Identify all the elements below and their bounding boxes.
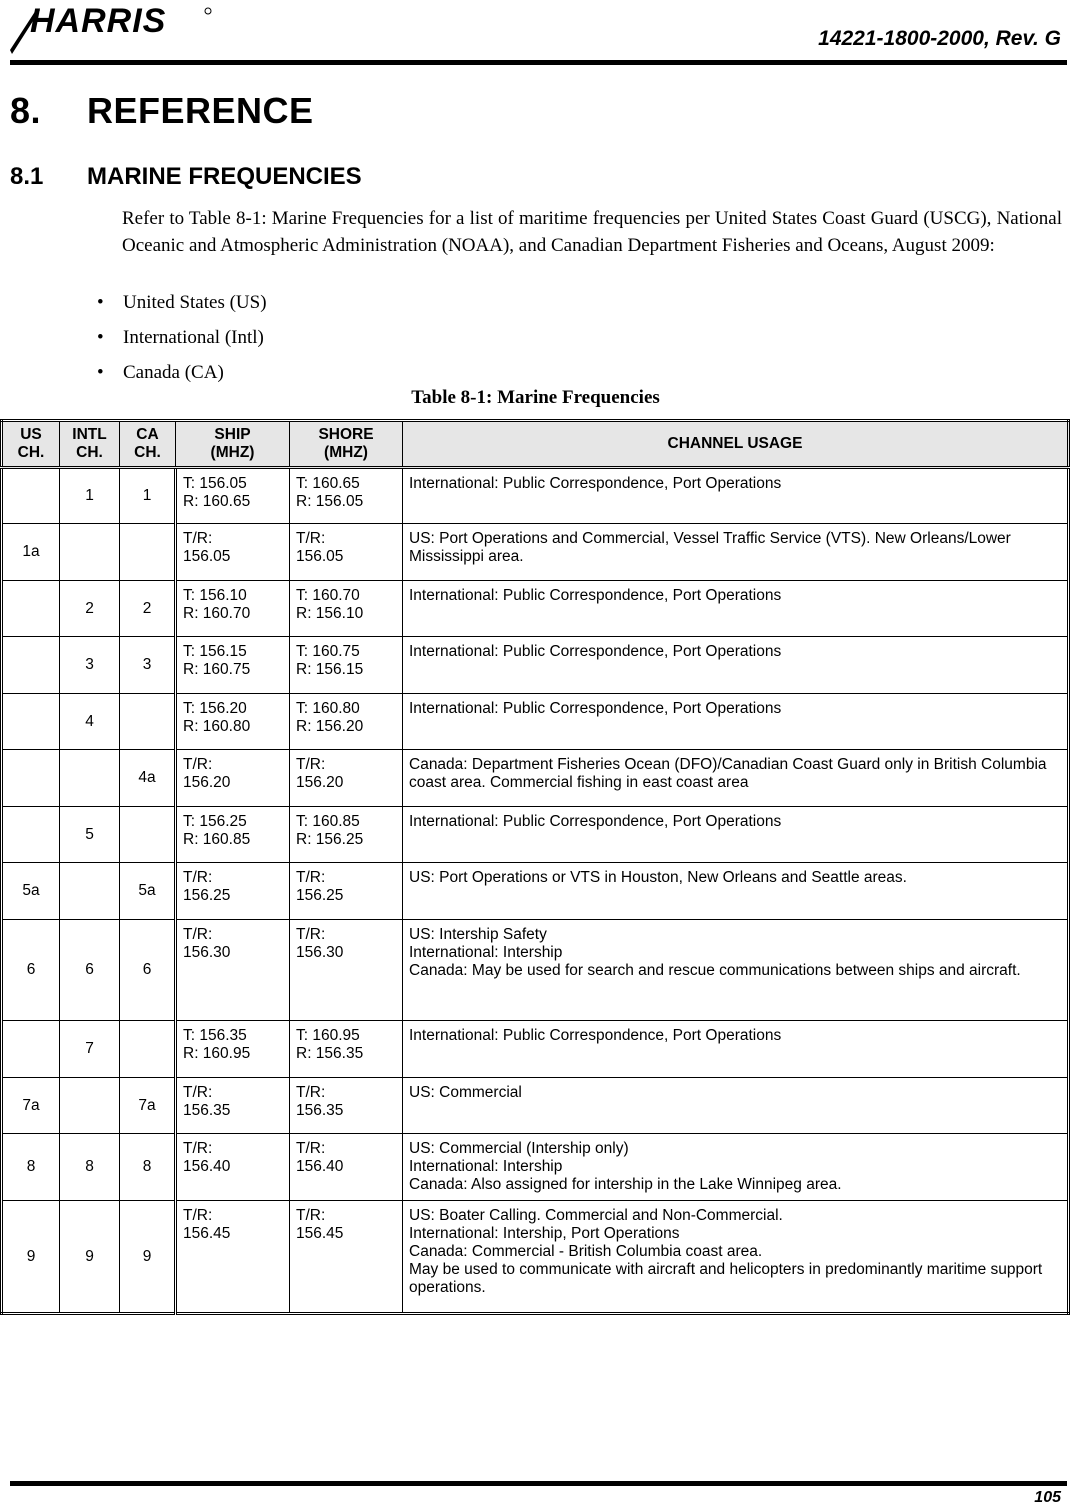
cell-ship-line: 156.05	[183, 548, 231, 565]
cell-ship-line: T/R:	[183, 530, 213, 547]
cell-intl-ch: 9	[60, 1201, 120, 1314]
cell-us-ch	[2, 750, 60, 807]
cell-ship	[176, 1201, 290, 1314]
cell-intl-ch: 3	[60, 637, 120, 694]
cell-ca-ch: 2	[120, 581, 176, 637]
cell-ship-line: T: 156.35	[183, 1027, 247, 1044]
cell-intl-ch	[60, 1078, 120, 1134]
cell-shore	[290, 1134, 403, 1201]
bullet-icon: •	[97, 292, 104, 313]
cell-ship	[176, 920, 290, 1021]
cell-ship-line: 156.20	[183, 774, 231, 791]
header-intl-ch: INTL CH.	[60, 421, 120, 468]
cell-shore	[290, 468, 403, 524]
bullet-icon: •	[97, 362, 104, 383]
cell-us-ch: 9	[2, 1201, 60, 1314]
cell-shore-line: R: 156.15	[296, 661, 364, 678]
cell-shore-line: T: 160.85	[296, 813, 360, 830]
list-item	[97, 324, 267, 359]
cell-ship	[176, 863, 290, 920]
cell-ca-ch	[120, 524, 176, 581]
cell-shore-line: 156.30	[296, 944, 344, 961]
cell-usage-line: US: Port Operations or VTS in Houston, New Orleans and Seattle areas.	[409, 869, 907, 886]
table-header-row	[2, 421, 1069, 468]
cell-ship-line: R: 160.75	[183, 661, 251, 678]
cell-shore-line: 156.40	[296, 1158, 344, 1175]
cell-usage-line: International: Public Correspondence, Port Operations	[409, 475, 782, 492]
cell-ship-line: 156.25	[183, 887, 231, 904]
cell-shore-line: R: 156.20	[296, 718, 364, 735]
cell-intl-ch: 5	[60, 807, 120, 863]
table-row	[2, 694, 1069, 750]
cell-ship-line: R: 160.70	[183, 605, 251, 622]
cell-ship-line: T/R:	[183, 926, 213, 943]
cell-ship-line: 156.30	[183, 944, 231, 961]
table-row	[2, 1134, 1069, 1201]
cell-usage-line: International: Public Correspondence, Port Operations	[409, 813, 782, 830]
cell-shore-line: R: 156.05	[296, 493, 364, 510]
cell-ship-line: R: 160.95	[183, 1045, 251, 1062]
footer-rule	[10, 1481, 1067, 1486]
cell-shore-line: R: 156.10	[296, 605, 364, 622]
document-number: 14221-1800-2000, Rev. G	[818, 27, 1061, 50]
cell-shore-line: T/R:	[296, 530, 326, 547]
cell-usage	[403, 1021, 1069, 1078]
cell-us-ch	[2, 807, 60, 863]
table-row	[2, 750, 1069, 807]
cell-usage-line: Canada: Commercial - British Columbia coast area.	[409, 1243, 763, 1260]
cell-usage-line: US: Commercial	[409, 1084, 522, 1101]
header-rule	[10, 60, 1067, 65]
table-row	[2, 863, 1069, 920]
cell-shore	[290, 1078, 403, 1134]
cell-shore-line: 156.45	[296, 1225, 344, 1242]
cell-ca-ch: 7a	[120, 1078, 176, 1134]
cell-shore	[290, 637, 403, 694]
cell-usage-line: International: Public Correspondence, Port Operations	[409, 643, 782, 660]
cell-ca-ch	[120, 1021, 176, 1078]
cell-shore-line: T/R:	[296, 869, 326, 886]
header-us-ch: US CH.	[2, 421, 60, 468]
table-row	[2, 1201, 1069, 1314]
cell-shore-line: R: 156.25	[296, 831, 364, 848]
cell-ca-ch: 8	[120, 1134, 176, 1201]
cell-intl-ch: 8	[60, 1134, 120, 1201]
table-row	[2, 524, 1069, 581]
cell-ship-line: T/R:	[183, 1207, 213, 1224]
cell-ship	[176, 468, 290, 524]
header-channel-usage: CHANNEL USAGE	[403, 421, 1069, 468]
cell-usage-line: US: Boater Calling. Commercial and Non-Commercial.	[409, 1207, 783, 1224]
cell-ship-line: 156.45	[183, 1225, 231, 1242]
table-row	[2, 807, 1069, 863]
cell-ship-line: R: 160.80	[183, 718, 251, 735]
cell-intl-ch: 7	[60, 1021, 120, 1078]
cell-intl-ch	[60, 863, 120, 920]
table-row	[2, 468, 1069, 524]
cell-ca-ch: 5a	[120, 863, 176, 920]
harris-logo-graphic	[10, 2, 228, 56]
cell-us-ch: 7a	[2, 1078, 60, 1134]
cell-shore-line: 156.25	[296, 887, 344, 904]
cell-ship-line: T: 156.20	[183, 700, 247, 717]
marine-frequencies-table	[0, 419, 1070, 1315]
cell-ship	[176, 637, 290, 694]
cell-ca-ch	[120, 694, 176, 750]
cell-ship-line: T/R:	[183, 756, 213, 773]
cell-ship	[176, 1021, 290, 1078]
cell-ship-line: T/R:	[183, 1084, 213, 1101]
header-ship-mhz: SHIP (MHZ)	[176, 421, 290, 468]
cell-shore	[290, 1201, 403, 1314]
section-number: 8.	[10, 90, 42, 131]
bullet-text: International (Intl)	[123, 327, 264, 348]
cell-usage-line: US: Commercial (Intership only)	[409, 1140, 629, 1157]
cell-intl-ch	[60, 524, 120, 581]
list-item	[97, 289, 267, 324]
cell-usage-line: International: Intership, Port Operations	[409, 1225, 680, 1242]
cell-usage	[403, 920, 1069, 1021]
cell-shore-line: T: 160.65	[296, 475, 360, 492]
logo-text: HARRIS	[30, 2, 167, 40]
table-row	[2, 637, 1069, 694]
harris-logo	[10, 2, 228, 56]
cell-shore-line: T/R:	[296, 1207, 326, 1224]
bullet-text: United States (US)	[123, 292, 267, 313]
cell-shore-line: 156.20	[296, 774, 344, 791]
table-body	[2, 468, 1069, 1314]
cell-shore-line: 156.05	[296, 548, 344, 565]
bullet-icon: •	[97, 327, 104, 348]
cell-shore-line: T/R:	[296, 756, 326, 773]
cell-shore-line: T: 160.75	[296, 643, 360, 660]
cell-intl-ch: 4	[60, 694, 120, 750]
cell-shore	[290, 863, 403, 920]
cell-shore	[290, 920, 403, 1021]
section-title: REFERENCE	[87, 90, 314, 131]
subsection-title: MARINE FREQUENCIES	[87, 163, 362, 190]
cell-ca-ch: 1	[120, 468, 176, 524]
cell-usage	[403, 637, 1069, 694]
cell-ship	[176, 1078, 290, 1134]
cell-usage	[403, 750, 1069, 807]
bullet-list	[97, 289, 267, 394]
cell-us-ch: 6	[2, 920, 60, 1021]
cell-usage-line: Canada: May be used for search and rescue communications between ships and aircraft.	[409, 962, 1021, 979]
cell-shore	[290, 524, 403, 581]
subsection-number: 8.1	[10, 163, 44, 190]
cell-us-ch: 8	[2, 1134, 60, 1201]
cell-ship-line: 156.40	[183, 1158, 231, 1175]
cell-shore-line: T/R:	[296, 926, 326, 943]
cell-shore	[290, 750, 403, 807]
header-ca-ch: CA CH.	[120, 421, 176, 468]
cell-usage	[403, 468, 1069, 524]
cell-us-ch: 5a	[2, 863, 60, 920]
cell-ship-line: T: 156.10	[183, 587, 247, 604]
cell-usage-line: May be used to communicate with aircraft and helicopters in predominantly maritime support operations.	[409, 1261, 1043, 1296]
cell-us-ch	[2, 468, 60, 524]
cell-usage-line: US: Intership Safety	[409, 926, 547, 943]
table-caption: Table 8-1: Marine Frequencies	[411, 387, 660, 408]
cell-ca-ch: 6	[120, 920, 176, 1021]
cell-ship-line: T/R:	[183, 1140, 213, 1157]
cell-ship-line: T: 156.15	[183, 643, 247, 660]
cell-shore-line: T: 160.70	[296, 587, 360, 604]
cell-usage	[403, 694, 1069, 750]
cell-ca-ch: 4a	[120, 750, 176, 807]
cell-usage-line: International: Public Correspondence, Port Operations	[409, 700, 782, 717]
cell-shore-line: R: 156.35	[296, 1045, 364, 1062]
cell-shore	[290, 807, 403, 863]
intro-paragraph: Refer to Table 8-1: Marine Frequencies for a list of maritime frequencies per United States Coast Guard (USCG), National Oceanic and Atmospheric Administration (NOAA), and Canadian Department Fisheries and Oceans, August 2009:	[122, 208, 1062, 256]
page-number: 105	[1034, 1489, 1061, 1506]
table-row	[2, 920, 1069, 1021]
cell-ship	[176, 524, 290, 581]
cell-shore	[290, 1021, 403, 1078]
cell-intl-ch: 2	[60, 581, 120, 637]
cell-us-ch	[2, 694, 60, 750]
cell-intl-ch	[60, 750, 120, 807]
bullet-text: Canada (CA)	[123, 362, 224, 383]
cell-us-ch	[2, 581, 60, 637]
cell-usage-line: International: Public Correspondence, Port Operations	[409, 587, 782, 604]
cell-usage	[403, 524, 1069, 581]
cell-usage-line: US: Port Operations and Commercial, Vessel Traffic Service (VTS). New Orleans/Lower Mississippi area.	[409, 530, 1011, 565]
cell-ca-ch	[120, 807, 176, 863]
cell-shore-line: T: 160.80	[296, 700, 360, 717]
cell-ship-line: T: 156.25	[183, 813, 247, 830]
header-shore-mhz: SHORE (MHZ)	[290, 421, 403, 468]
cell-usage	[403, 863, 1069, 920]
table-row	[2, 581, 1069, 637]
cell-ship	[176, 807, 290, 863]
cell-ship	[176, 694, 290, 750]
cell-usage	[403, 1078, 1069, 1134]
cell-ca-ch: 3	[120, 637, 176, 694]
cell-usage	[403, 807, 1069, 863]
cell-usage-line: International: Intership	[409, 944, 563, 961]
cell-intl-ch: 6	[60, 920, 120, 1021]
cell-usage	[403, 1201, 1069, 1314]
cell-ship-line: R: 160.85	[183, 831, 251, 848]
cell-shore-line: T: 160.95	[296, 1027, 360, 1044]
cell-shore	[290, 694, 403, 750]
cell-ship	[176, 750, 290, 807]
cell-ship-line: R: 160.65	[183, 493, 251, 510]
section-heading	[10, 90, 314, 132]
cell-usage-line: International: Intership	[409, 1158, 563, 1175]
cell-usage	[403, 581, 1069, 637]
subsection-heading	[10, 163, 362, 191]
table-row	[2, 1021, 1069, 1078]
cell-ship	[176, 581, 290, 637]
cell-usage-line: International: Public Correspondence, Port Operations	[409, 1027, 782, 1044]
cell-usage-line: Canada: Department Fisheries Ocean (DFO)/Canadian Coast Guard only in British Columbia coast area. Commercial fishing in east coast area	[409, 756, 1047, 791]
cell-shore-line: T/R:	[296, 1084, 326, 1101]
cell-us-ch: 1a	[2, 524, 60, 581]
cell-intl-ch: 1	[60, 468, 120, 524]
cell-shore	[290, 581, 403, 637]
cell-usage	[403, 1134, 1069, 1201]
cell-ca-ch: 9	[120, 1201, 176, 1314]
cell-us-ch	[2, 1021, 60, 1078]
cell-shore-line: T/R:	[296, 1140, 326, 1157]
cell-usage-line: Canada: Also assigned for intership in the Lake Winnipeg area.	[409, 1176, 842, 1193]
cell-ship-line: T: 156.05	[183, 475, 247, 492]
cell-ship	[176, 1134, 290, 1201]
cell-ship-line: T/R:	[183, 869, 213, 886]
cell-ship-line: 156.35	[183, 1102, 231, 1119]
cell-us-ch	[2, 637, 60, 694]
table-row	[2, 1078, 1069, 1134]
cell-shore-line: 156.35	[296, 1102, 344, 1119]
